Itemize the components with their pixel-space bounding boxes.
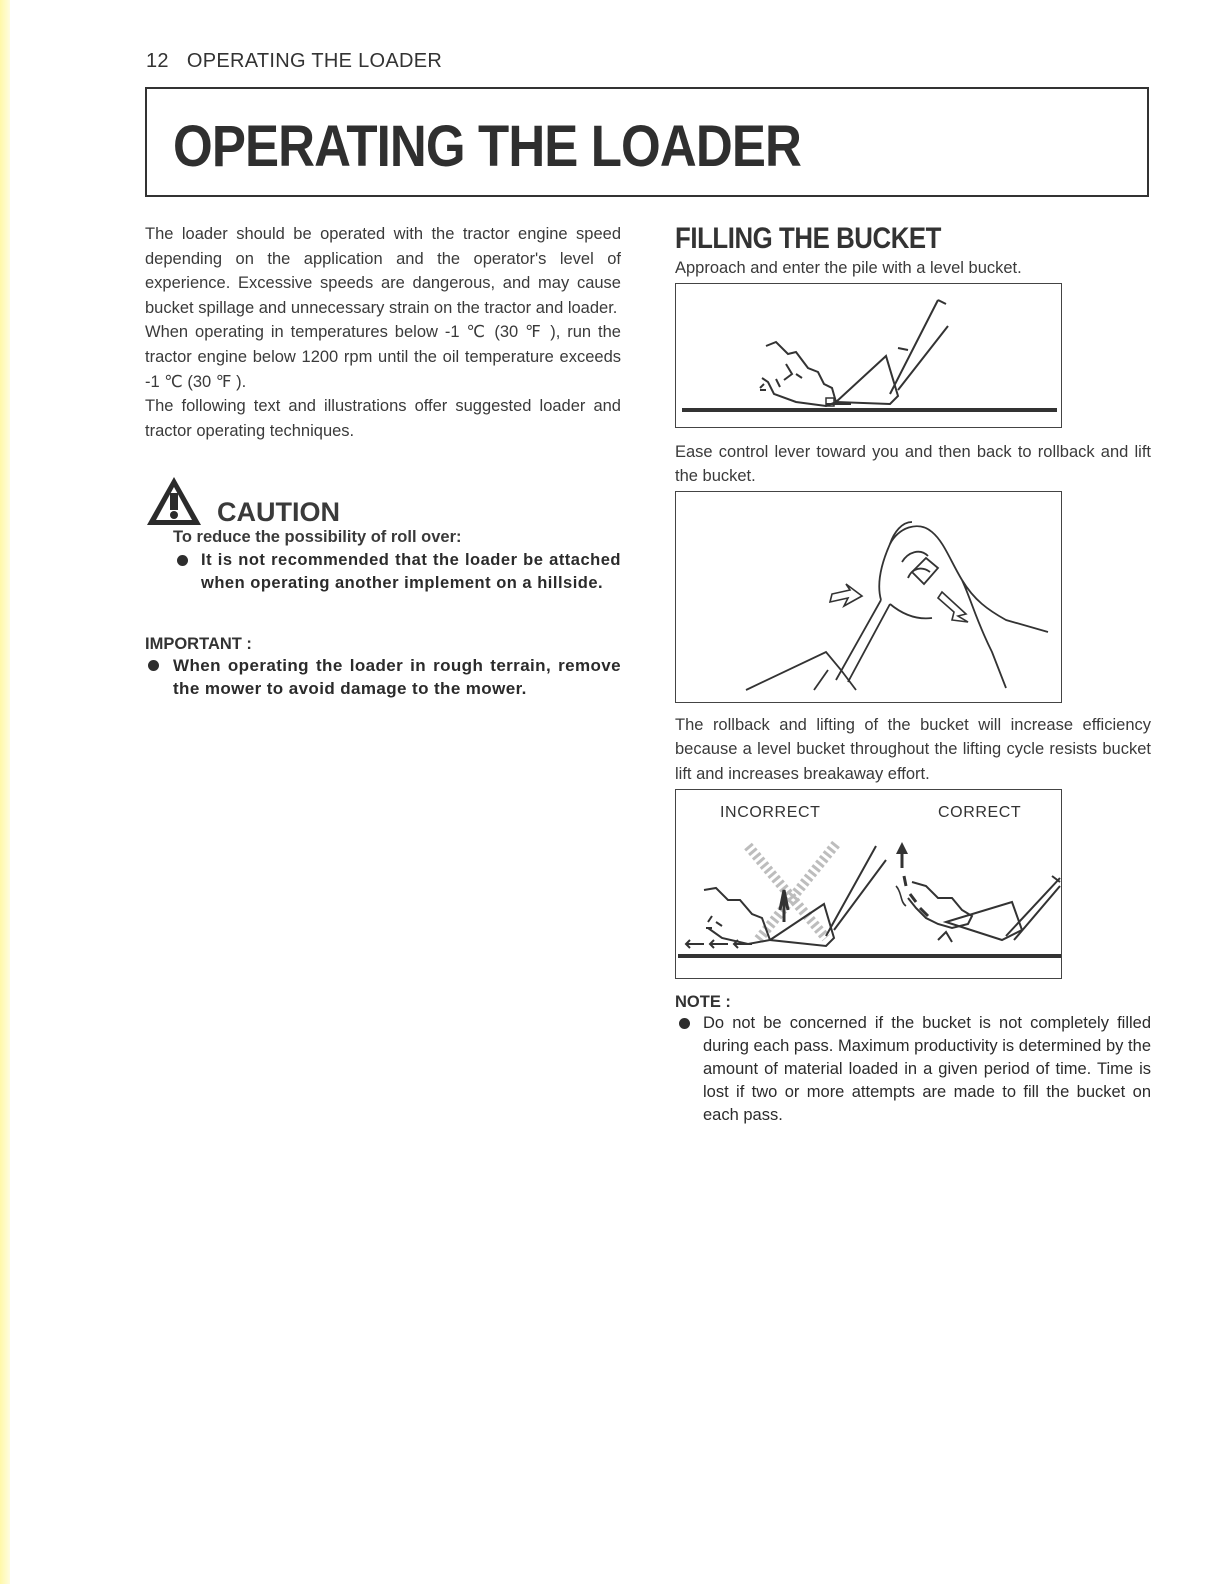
caution-intro: To reduce the possibility of roll over: xyxy=(173,528,462,547)
section-title-filling-bucket: FILLING THE BUCKET xyxy=(675,222,942,255)
running-header xyxy=(146,50,442,73)
title-box xyxy=(145,87,1149,197)
approach-pile-illustration xyxy=(676,284,1061,427)
important-item xyxy=(145,654,621,700)
caution-item xyxy=(173,549,621,595)
note-item-text: Do not be concerned if the bucket is not completely filled during each pass. Maximum productivity is determined by the amount of material loaded in a given period of time. Time is lost if two or more attempts are made to fill the bucket on each pass. xyxy=(703,1013,1151,1124)
warning-triangle-icon xyxy=(145,475,203,527)
note-item xyxy=(675,1012,1151,1127)
intro-paragraph-3: The following text and illustrations offer suggested loader and tractor operating techniques. xyxy=(145,397,621,440)
page-number: 12 xyxy=(146,50,169,72)
important-list xyxy=(145,654,621,700)
figure-incorrect-correct xyxy=(675,789,1062,979)
right-column xyxy=(675,222,1151,1127)
caution-title: CAUTION xyxy=(217,497,340,528)
control-lever-illustration xyxy=(676,492,1061,702)
bullet-dot xyxy=(177,555,188,566)
correct-label: CORRECT xyxy=(938,803,1022,821)
filling-step-3: The rollback and lifting of the bucket will increase efficiency because a level bucket throughout the lifting cycle resists bucket lift and increases breakaway effort. xyxy=(675,715,1151,783)
intro-paragraph-2: When operating in temperatures below -1 ℃ (30 ℉ ), run the tractor engine below 1200 rpm until the oil temperature exceeds -1 ℃ (30 ℉ ). xyxy=(145,323,621,391)
note-block xyxy=(675,993,1151,1127)
note-list xyxy=(675,1012,1151,1127)
note-label: NOTE : xyxy=(675,992,731,1011)
caution-block xyxy=(145,475,621,615)
important-label: IMPORTANT : xyxy=(145,635,252,654)
caution-list xyxy=(173,549,621,595)
caution-item-text: It is not recommended that the loader be attached when operating another implement on a hillside. xyxy=(201,551,621,593)
page-edge-tint xyxy=(0,0,10,1584)
incorrect-label: INCORRECT xyxy=(720,803,821,821)
bullet-dot xyxy=(679,1018,690,1029)
filling-step-2: Ease control lever toward you and then back to rollback and lift the bucket. xyxy=(675,442,1151,486)
intro-paragraph-1: The loader should be operated with the tractor engine speed depending on the application and the operator's level of experience. Excessive speeds are dangerous, and may cause bucket spillage and unnecessary strain on the tractor and loader. xyxy=(145,225,621,317)
figure-approach-pile xyxy=(675,283,1062,428)
important-block xyxy=(145,635,621,700)
left-column xyxy=(145,222,621,700)
running-title: OPERATING THE LOADER xyxy=(186,50,443,72)
important-item-text: When operating the loader in rough terrain, remove the mower to avoid damage to the mower. xyxy=(173,656,621,699)
bullet-dot xyxy=(148,660,159,671)
page-title: OPERATING THE LOADER xyxy=(173,114,801,179)
figure-control-lever xyxy=(675,491,1062,703)
filling-step-1: Approach and enter the pile with a level bucket. xyxy=(675,259,1022,277)
